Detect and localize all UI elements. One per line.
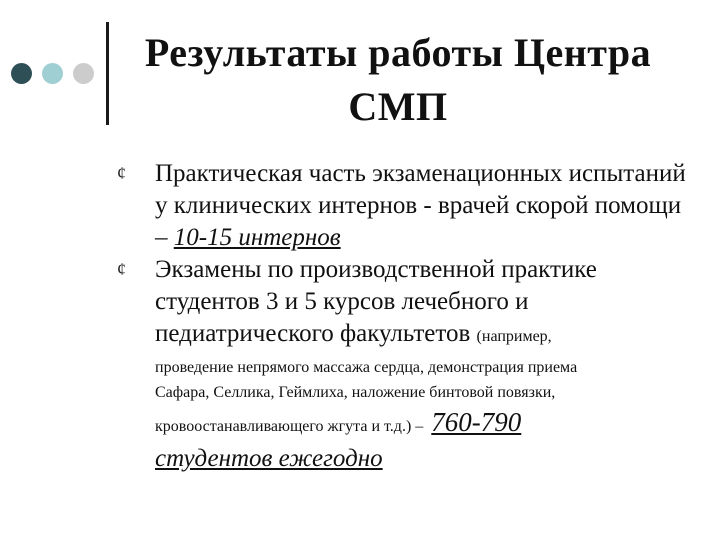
dot-dark-icon [11,63,32,84]
bullet-list [0,158,720,474]
bullet-emphasis-tail: студентов ежегодно [155,445,383,472]
bullet-number: 760-790 [431,407,522,437]
bullet-note-line-3: кровоостанавливающего жгута и т.д.) – [155,418,428,435]
slide-title [118,26,678,134]
bullet-text: Практическая часть экзаменационных испытаний у клинических интернов - врачей скорой помощи – [155,160,686,251]
slide-title-line-1: Результаты работы Центра [144,30,652,75]
bullet-note-line-2: Сафара, Селлика, Геймлиха, наложение бинтовой повязки, [155,384,556,401]
dot-teal-icon [42,63,63,84]
bullet-emphasis: 10-15 интернов [173,224,341,251]
decorative-dots [11,63,97,85]
slide-title-line-2: СМП [348,84,448,129]
dot-gray-icon [73,63,94,84]
bullet-note-open: (например, [476,328,552,345]
bullet-text: Экзамены по производственной практике студентов 3 и 5 курсов лечебного и педиатрического факультетов [155,256,597,347]
bullet-marker-icon: ¢ [117,259,126,279]
bullet-marker-icon: ¢ [117,163,126,183]
bullet-item-2 [117,254,695,474]
title-divider [106,22,109,125]
bullet-note-line-3-wrap [155,405,695,444]
bullet-note-line-1: проведение непрямого массажа сердца, демонстрация приема [155,359,578,376]
bullet-item-1 [117,158,695,254]
